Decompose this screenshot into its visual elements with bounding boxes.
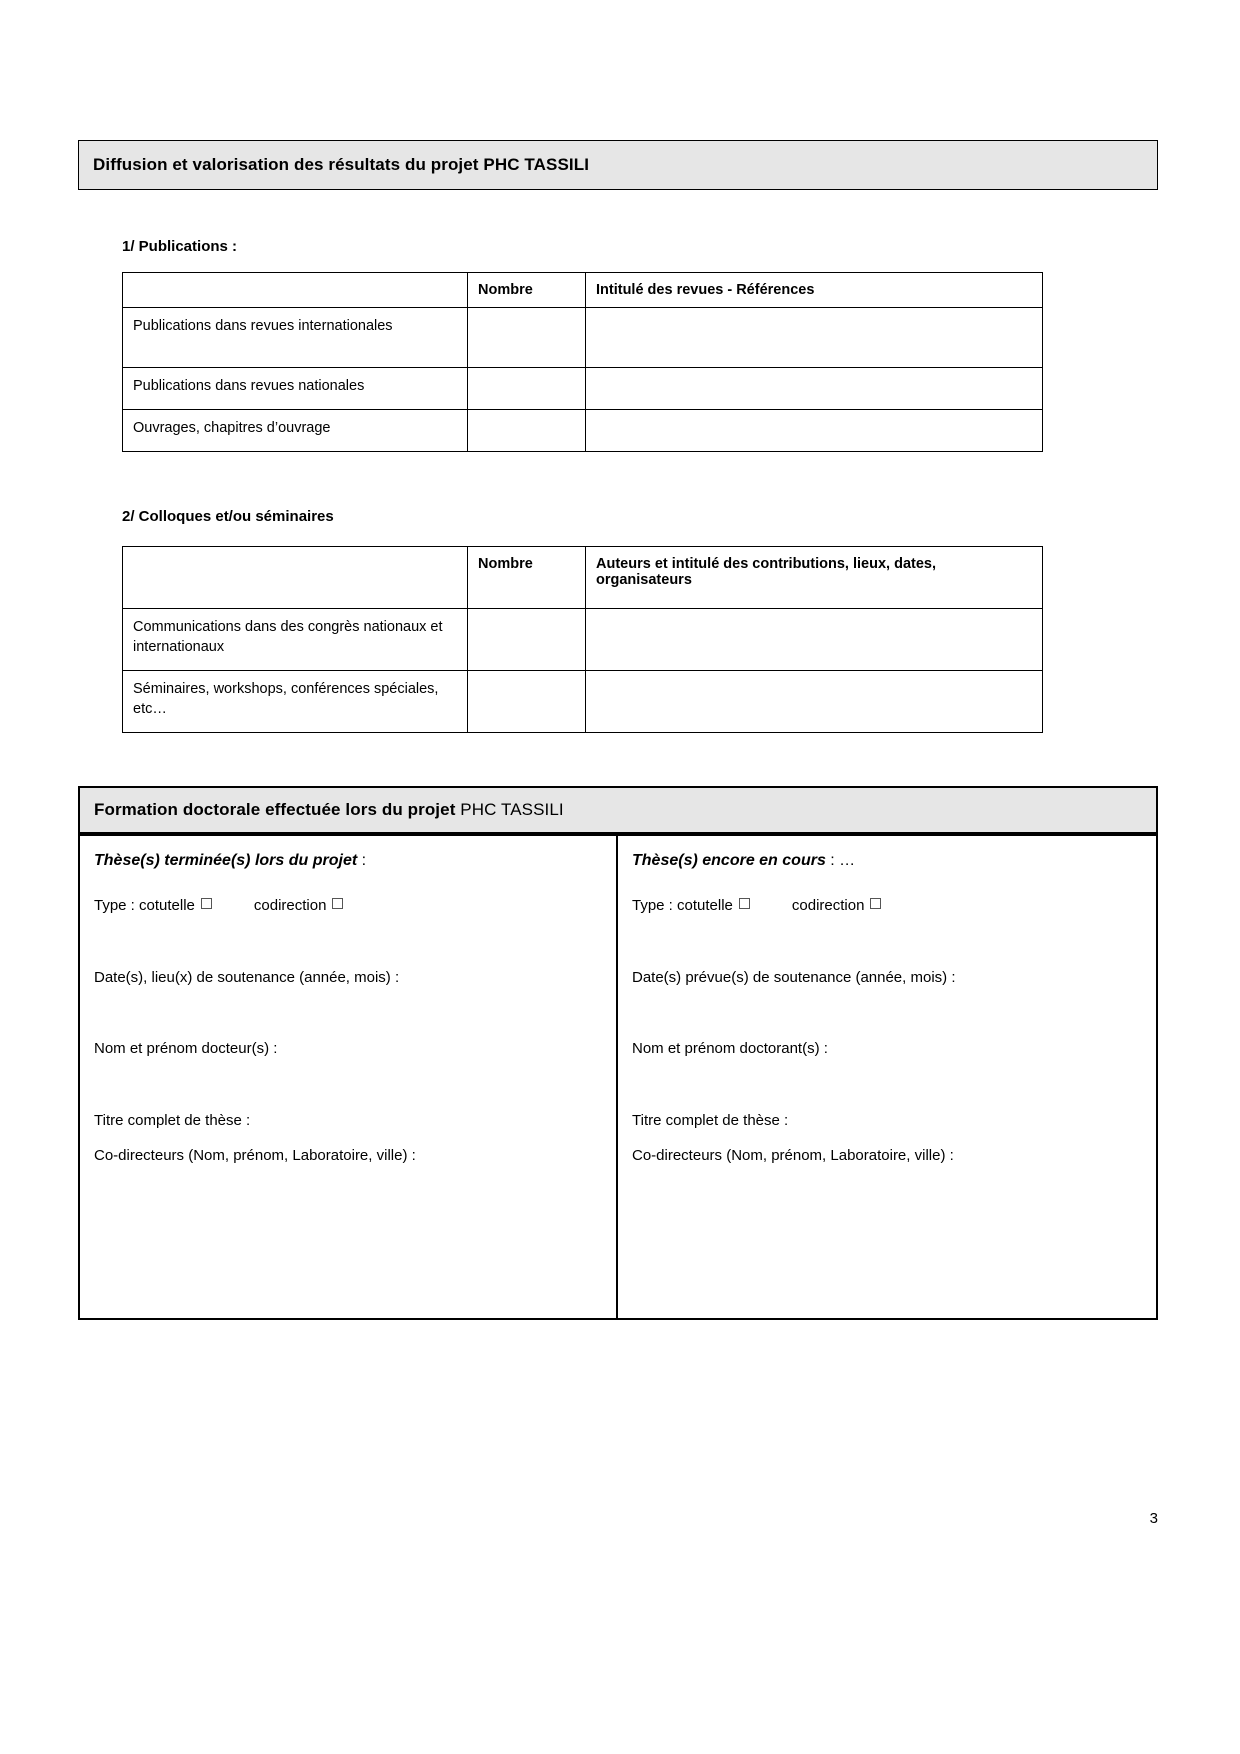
table-row xyxy=(123,273,1043,308)
completed-heading-rest: : xyxy=(357,852,367,869)
ongoing-title-line: Titre complet de thèse : xyxy=(632,1111,789,1129)
ongoing-date-line: Date(s) prévue(s) de soutenance (année, mois) : xyxy=(632,968,956,986)
section-publications-label: 1/ Publications : xyxy=(122,238,238,255)
doctoral-formation-box xyxy=(78,834,1158,1320)
table-row xyxy=(123,308,1043,368)
publications-header-details: Intitulé des revues - Références xyxy=(586,273,1043,308)
table-row xyxy=(123,547,1043,609)
publications-header-blank xyxy=(123,273,468,308)
ongoing-heading xyxy=(632,852,1142,870)
page-number: 3 xyxy=(1149,1510,1158,1527)
table-row xyxy=(123,609,1043,671)
publications-row-label: Ouvrages, chapitres d’ouvrage xyxy=(123,410,468,452)
colloques-row-label: Séminaires, workshops, conférences spéciales, etc… xyxy=(123,671,468,733)
ongoing-codirectors-line: Co-directeurs (Nom, prénom, Laboratoire, ville) : xyxy=(632,1147,954,1164)
ongoing-type-line xyxy=(632,896,1142,916)
completed-date-line: Date(s), lieu(x) de soutenance (année, mois) : xyxy=(94,968,400,986)
publications-row-details[interactable] xyxy=(586,368,1043,410)
ongoing-name-line: Nom et prénom doctorant(s) : xyxy=(632,1040,828,1057)
publications-row-nombre[interactable] xyxy=(468,368,586,410)
colloques-header-details: Auteurs et intitulé des contributions, lieux, dates, organisateurs xyxy=(586,547,1043,609)
publications-row-nombre[interactable] xyxy=(468,308,586,368)
doctoral-column-ongoing xyxy=(618,836,1156,1318)
publications-row-details[interactable] xyxy=(586,410,1043,452)
completed-name-line: Nom et prénom docteur(s) : xyxy=(94,1040,278,1057)
ongoing-type-label2: codirection xyxy=(791,897,865,914)
table-row xyxy=(123,671,1043,733)
publications-row-nombre[interactable] xyxy=(468,410,586,452)
publications-row-label: Publications dans revues nationales xyxy=(123,368,468,410)
completed-heading-italic: Thèse(s) terminée(s) lors du projet xyxy=(94,852,358,869)
checkbox-cotutelle-completed[interactable] xyxy=(201,898,212,909)
table-colloques xyxy=(122,546,1043,733)
colloques-row-nombre[interactable] xyxy=(468,671,586,733)
completed-codirectors-line: Co-directeurs (Nom, prénom, Laboratoire, ville) : xyxy=(94,1147,416,1164)
table-row xyxy=(123,368,1043,410)
banner-diffusion-title: Diffusion et valorisation des résultats du projet PHC TASSILI xyxy=(93,155,590,174)
checkbox-codirection-ongoing[interactable] xyxy=(870,898,881,909)
banner-diffusion xyxy=(78,140,1158,190)
ongoing-type-label: Type : cotutelle xyxy=(632,897,733,914)
table-publications xyxy=(122,272,1043,452)
colloques-row-details[interactable] xyxy=(586,671,1043,733)
ongoing-heading-italic: Thèse(s) encore en cours xyxy=(632,852,826,869)
doctoral-column-completed xyxy=(80,836,618,1318)
publications-row-label: Publications dans revues internationales xyxy=(123,308,468,368)
table-row xyxy=(123,410,1043,452)
publications-row-details[interactable] xyxy=(586,308,1043,368)
completed-heading xyxy=(94,852,602,870)
publications-header-nombre: Nombre xyxy=(468,273,586,308)
banner-formation-doctorale xyxy=(78,786,1158,834)
banner-formation-title-light: PHC TASSILI xyxy=(455,800,564,819)
colloques-header-blank xyxy=(123,547,468,609)
ongoing-heading-rest: : … xyxy=(825,852,856,869)
colloques-row-nombre[interactable] xyxy=(468,609,586,671)
section-colloques-label: 2/ Colloques et/ou séminaires xyxy=(122,508,334,525)
checkbox-cotutelle-ongoing[interactable] xyxy=(739,898,750,909)
colloques-row-details[interactable] xyxy=(586,609,1043,671)
banner-formation-title-bold: Formation doctorale effectuée lors du projet xyxy=(94,800,456,819)
completed-type-label: Type : cotutelle xyxy=(94,897,195,914)
checkbox-codirection-completed[interactable] xyxy=(332,898,343,909)
completed-type-label2: codirection xyxy=(253,897,327,914)
banner-formation-title xyxy=(94,800,564,820)
completed-title-line: Titre complet de thèse : xyxy=(94,1111,251,1129)
colloques-row-label: Communications dans des congrès nationaux et internationaux xyxy=(123,609,468,671)
completed-type-line xyxy=(94,896,602,916)
colloques-header-nombre: Nombre xyxy=(468,547,586,609)
